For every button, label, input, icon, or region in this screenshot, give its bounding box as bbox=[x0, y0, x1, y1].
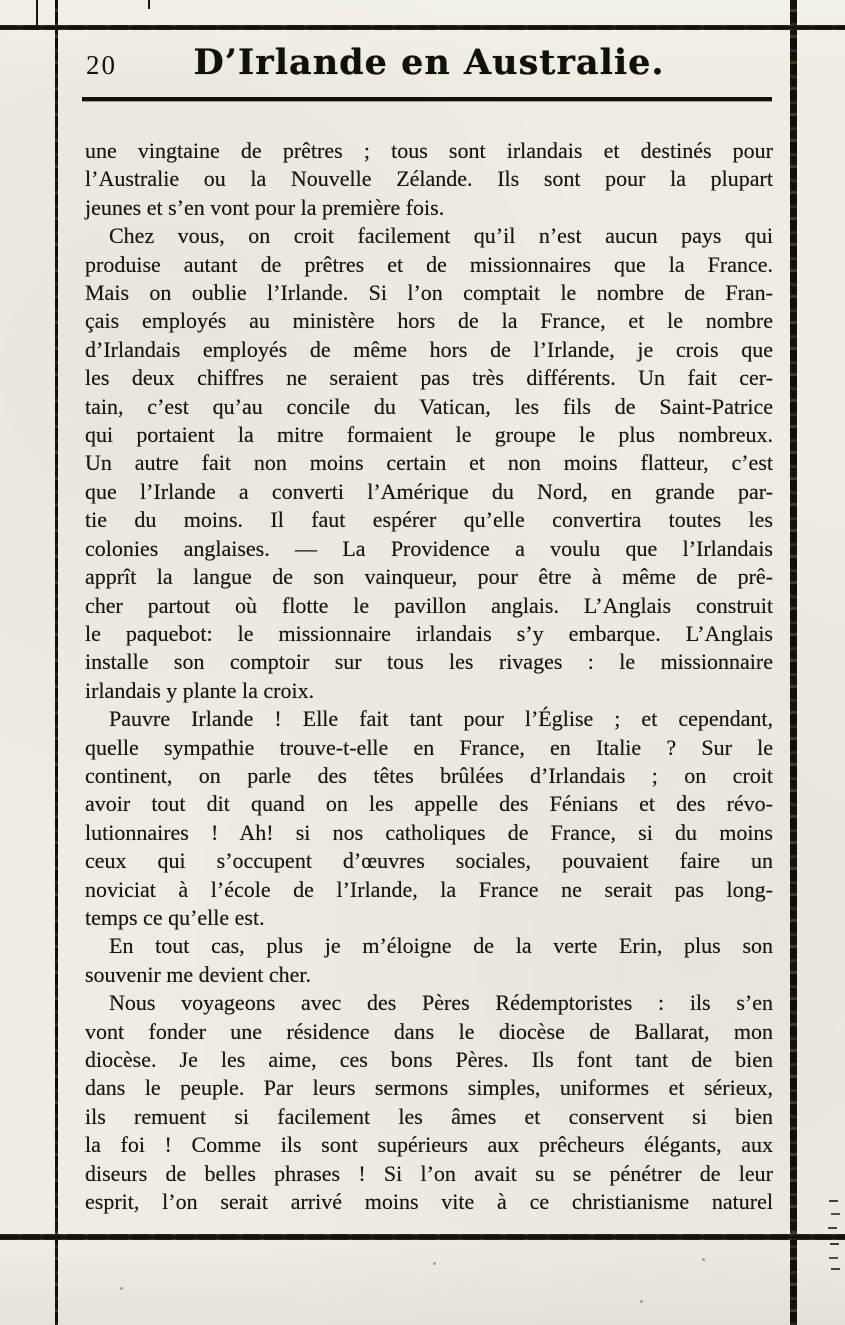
text-line: qui portaient la mitre formaient le groupe le plus nombreux. bbox=[85, 422, 773, 448]
top-frame-rule bbox=[0, 25, 845, 30]
text-line: temps ce qu’elle est. bbox=[85, 904, 265, 930]
text-line: produise autant de prêtres et de missionnaires que la France. bbox=[85, 251, 773, 277]
text-line: diocèse. Je les aime, ces bons Pères. Ils font tant de bien bbox=[85, 1047, 773, 1072]
text-line: ils remuent si facilement les âmes et conservent si bien bbox=[85, 1103, 773, 1129]
text-line: tie du moins. Il faut espérer qu’elle convertira toutes les bbox=[85, 507, 773, 533]
text-line: noviciat à l’école de l’Irlande, la France ne serait pas long- bbox=[85, 876, 773, 902]
text-line: esprit, l’on serait arrivé moins vite à ce christianisme naturel bbox=[85, 1189, 773, 1215]
header-rule bbox=[82, 97, 772, 101]
text-line: les deux chiffres ne seraient pas très différents. Un fait cer- bbox=[85, 365, 773, 391]
text-line: ceux qui s’occupent d’œuvres sociales, pouvaient faire un bbox=[85, 848, 773, 874]
bottom-frame-rule bbox=[0, 1234, 845, 1240]
text-line: cher partout où flotte le pavillon anglais. L’Anglais construit bbox=[85, 592, 773, 618]
text-line: çais employés au ministère hors de la France, et le nombre bbox=[85, 308, 773, 334]
text-line: Nous voyageons avec des Pères Rédemptoristes : ils s’en bbox=[109, 990, 773, 1016]
page-number: 20 bbox=[86, 50, 117, 80]
text-line: apprît la langue de son vainqueur, pour être à même de prê- bbox=[85, 564, 773, 590]
text-line: souvenir me devient cher. bbox=[85, 961, 312, 987]
text-line: l’Australie ou la Nouvelle Zélande. Ils sont pour la plupart bbox=[85, 166, 773, 192]
text-line: Pauvre Irlande ! Elle fait tant pour l’Église ; et cependant, bbox=[109, 706, 773, 732]
top-margin-tick bbox=[36, 0, 38, 27]
scan-speck bbox=[120, 1287, 123, 1290]
left-border-line bbox=[55, 0, 58, 1325]
text-line: lutionnaires ! Ah! si nos catholiques de France, si du moins bbox=[85, 819, 773, 845]
text-line: que l’Irlande a converti l’Amérique du Nord, en grande par- bbox=[85, 478, 773, 504]
text-line: installe son comptoir sur tous les rivages : le missionnaire bbox=[85, 649, 773, 675]
scan-speck bbox=[433, 1262, 436, 1265]
text-line: vont fonder une résidence dans le diocèse de Ballarat, mon bbox=[85, 1018, 773, 1044]
text-line: diseurs de belles phrases ! Si l’on avait su se pénétrer de leur bbox=[85, 1160, 773, 1186]
text-line: jeunes et s’en vont pour la première fois. bbox=[85, 194, 445, 220]
right-border-line bbox=[790, 0, 797, 1325]
scan-speck bbox=[640, 1300, 643, 1303]
text-line: tain, c’est qu’au concile du Vatican, les fils de Saint-Patrice bbox=[85, 393, 773, 419]
text-line: d’Irlandais employés de même hors de l’Irlande, je crois que bbox=[85, 336, 773, 362]
text-line: En tout cas, plus je m’éloigne de la verte Erin, plus son bbox=[109, 933, 773, 959]
text-line: la foi ! Comme ils sont supérieurs aux prêcheurs élégants, aux bbox=[85, 1132, 773, 1158]
top-margin-tick bbox=[148, 0, 150, 9]
text-line: une vingtaine de prêtres ; tous sont irlandais et destinés pour bbox=[85, 138, 773, 163]
text-line: colonies anglaises. — La Providence a voulu que l’Irlandais bbox=[85, 535, 773, 561]
text-line: le paquebot: le missionnaire irlandais s’y embarque. L’Anglais bbox=[85, 620, 773, 646]
text-line: Un autre fait non moins certain et non moins flatteur, c’est bbox=[85, 450, 773, 476]
text-line: avoir tout dit quand on les appelle des Fénians et des révo- bbox=[85, 791, 773, 817]
text-line: continent, on parle des têtes brûlées d’Irlandais ; on croit bbox=[85, 762, 773, 788]
scan-speck bbox=[702, 1258, 705, 1261]
text-line: dans le peuple. Par leurs sermons simples, uniformes et sérieux, bbox=[85, 1075, 773, 1101]
text-line: quelle sympathie trouve-t-elle en France, en Italie ? Sur le bbox=[85, 734, 773, 760]
right-edge-marks bbox=[829, 1200, 838, 1202]
text-line: Mais on oublie l’Irlande. Si l’on comptait le nombre de Fran- bbox=[85, 280, 773, 306]
text-line: irlandais y plante la croix. bbox=[85, 677, 315, 703]
running-title: D’Irlande en Australie. bbox=[193, 42, 665, 83]
text-line: Chez vous, on croit facilement qu’il n’est aucun pays qui bbox=[109, 223, 773, 249]
body-text bbox=[85, 137, 773, 1216]
